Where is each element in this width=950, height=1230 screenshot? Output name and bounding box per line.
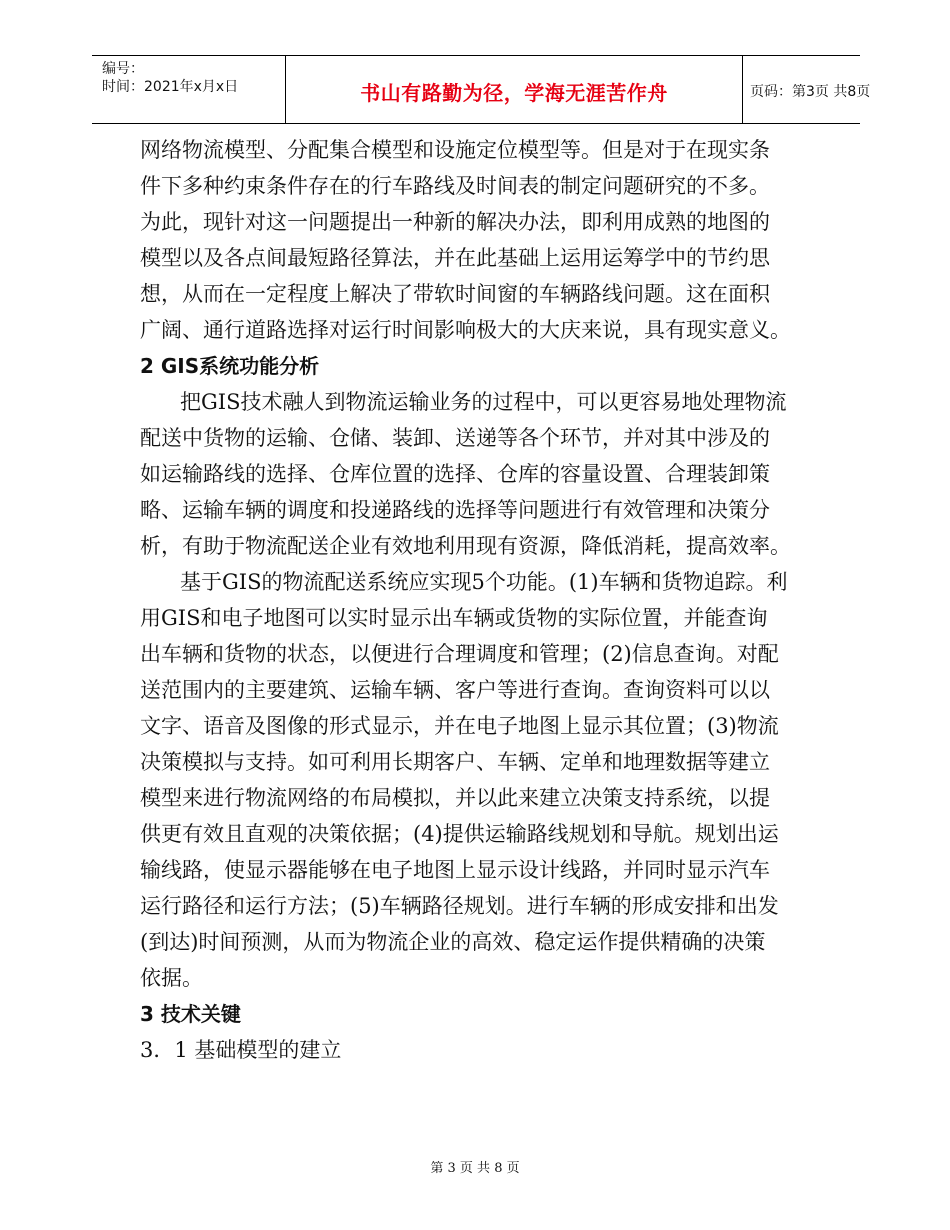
body-line: 为此，现针对这一问题提出一种新的解决办法，即利用成熟的地图的	[140, 210, 770, 234]
header-page-info: 页码：第3页 共8页	[750, 84, 871, 100]
header-middle-cell	[285, 56, 743, 123]
body-line: 想，从而在一定程度上解决了带软时间窗的车辆路线问题。这在面积	[140, 282, 770, 306]
body-line: 出车辆和货物的状态，以便进行合理调度和管理；(2)信息查询。对配	[140, 642, 779, 666]
body-line: (到达)时间预测，从而为物流企业的高效、稳定运作提供精确的决策	[140, 930, 766, 954]
body-line: 网络物流模型、分配集合模型和设施定位模型等。但是对于在现实条	[140, 138, 770, 162]
body-line: 析，有助于物流配送企业有效地利用现有资源，降低消耗，提高效率。	[140, 534, 791, 558]
document-body	[140, 132, 820, 1068]
page-footer: 第 3 页 共 8 页	[430, 1161, 520, 1176]
header-right-cell	[742, 56, 871, 123]
body-line: 决策模拟与支持。如可利用长期客户、车辆、定单和地理数据等建立	[140, 750, 770, 774]
body-line: 用GIS和电子地图可以实时显示出车辆或货物的实际位置，并能查询	[140, 606, 768, 630]
number-label: 编号：	[102, 61, 144, 77]
body-line: 广阔、通行道路选择对运行时间影响极大的大庆来说，具有现实意义。	[140, 318, 791, 342]
body-line: 送范围内的主要建筑、运输车辆、客户等进行查询。查询资料可以以	[140, 678, 770, 702]
body-line: 模型来进行物流网络的布局模拟，并以此来建立决策支持系统，以提	[140, 786, 770, 810]
body-line: 配送中货物的运输、仓储、装卸、送递等各个环节，并对其中涉及的	[140, 426, 770, 450]
time-label: 时间：2021年x月x日	[102, 79, 239, 95]
body-line: 3．1 基础模型的建立	[140, 1038, 342, 1062]
body-line: 模型以及各点间最短路径算法，并在此基础上运用运筹学中的节约思	[140, 246, 770, 270]
header-motto: 书山有路勤为径，学海无涯苦作舟	[360, 81, 668, 105]
page-header	[92, 55, 871, 124]
body-line: 文字、语音及图像的形式显示，并在电子地图上显示其位置；(3)物流	[140, 714, 779, 738]
body-line: 依据。	[140, 966, 203, 990]
header-left-cell	[92, 56, 285, 123]
section-heading: 2 GIS系统功能分析	[140, 354, 320, 378]
body-line: 件下多种约束条件存在的行车路线及时间表的制定问题研究的不多。	[140, 174, 770, 198]
body-line: 略、运输车辆的调度和投递路线的选择等问题进行有效管理和决策分	[140, 498, 770, 522]
body-line: 供更有效且直观的决策依据；(4)提供运输路线规划和导航。规划出运	[140, 822, 779, 846]
body-line: 输线路，使显示器能够在电子地图上显示设计线路，并同时显示汽车	[140, 858, 770, 882]
body-line: 如运输路线的选择、仓库位置的选择、仓库的容量设置、合理装卸策	[140, 462, 770, 486]
body-line: 运行路径和运行方法；(5)车辆路径规划。进行车辆的形成安排和出发	[140, 894, 779, 918]
body-line: 把GIS技术融人到物流运输业务的过程中，可以更容易地处理物流	[180, 390, 787, 414]
section-heading: 3 技术关键	[140, 1002, 241, 1026]
body-line: 基于GIS的物流配送系统应实现5个功能。(1)车辆和货物追踪。利	[180, 570, 788, 594]
